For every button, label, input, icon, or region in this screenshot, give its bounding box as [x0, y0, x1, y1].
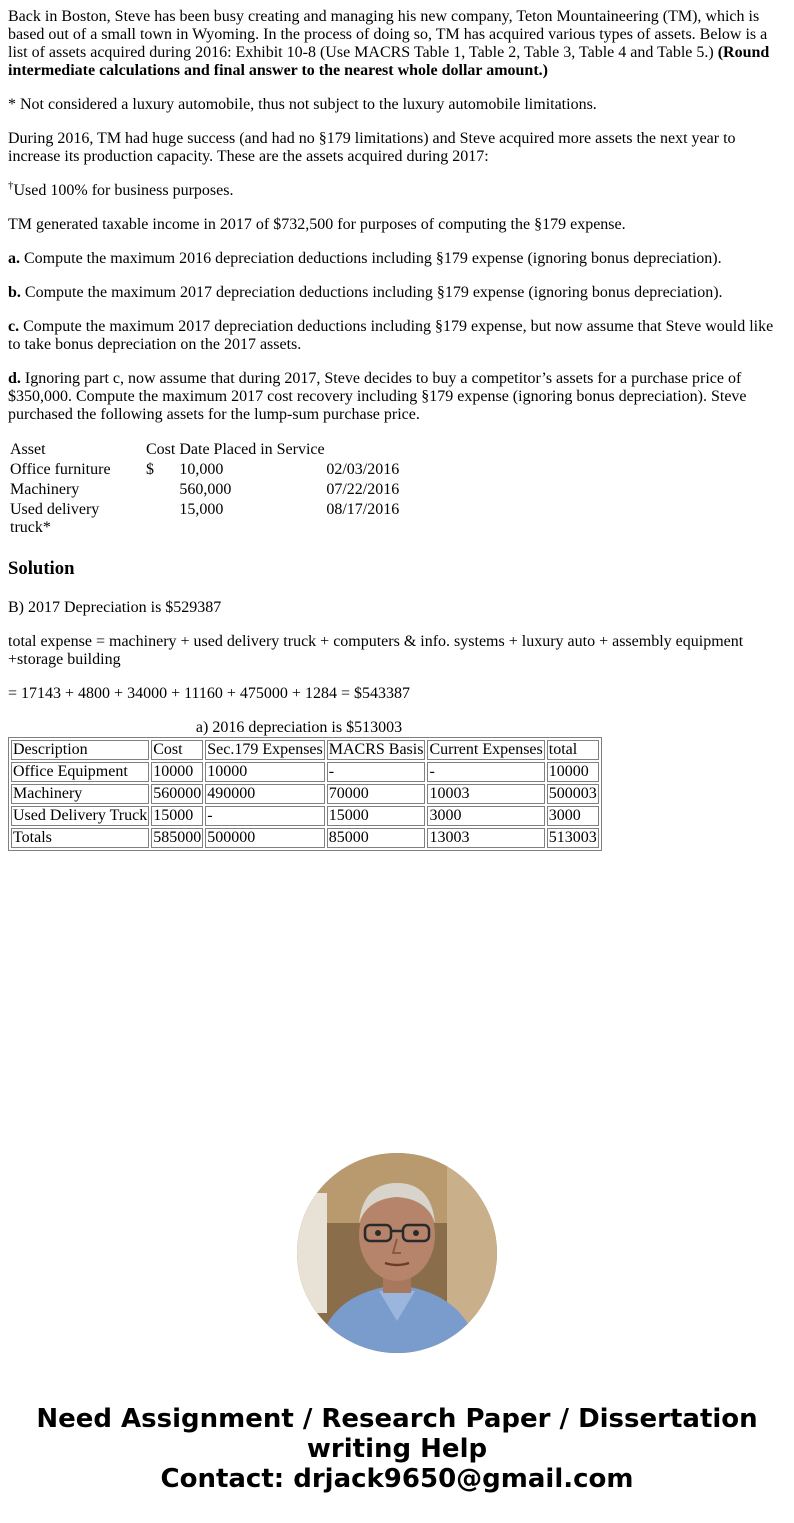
table-row: [11, 784, 599, 804]
table-cell: Totals: [11, 828, 149, 848]
table-row: [8, 460, 401, 480]
table-cell: 10000: [151, 762, 203, 782]
question-c-label: c.: [8, 318, 20, 335]
column-header: Cost: [151, 740, 203, 760]
question-b-text: Compute the maximum 2017 depreciation deductions including §179 expense (ignoring bonus depreciation).: [20, 284, 723, 301]
avatar: [297, 1153, 497, 1353]
solution-sum: = 17143 + 4800 + 34000 + 11160 + 475000 + 1284 = $543387: [8, 685, 410, 702]
asset-name: Office furniture: [10, 461, 111, 478]
document-body: [8, 8, 780, 851]
depreciation-table: [8, 737, 602, 851]
question-d-text: Ignoring part c, now assume that during 2017, Steve decides to buy a competitor’s assets for a purchase price of $350,000. Compute the maximum 2017 cost recovery including §179 expense (ignoring bonus depreciation). Steve purchased the following assets for the lump-sum purchase price.: [8, 370, 747, 423]
solution-heading: Solution: [8, 558, 75, 579]
rounding-instruction: (Round intermediate calculations and final answer to the nearest whole dollar amount.): [8, 44, 770, 79]
table-cell: -: [427, 762, 544, 782]
table-cell: 10000: [205, 762, 325, 782]
header-date: Date Placed in Service: [179, 441, 325, 458]
table-cell: 3000: [547, 806, 599, 826]
banner-line-1: Need Assignment / Research Paper / Dissertation: [36, 1404, 758, 1434]
table-cell: 10000: [547, 762, 599, 782]
question-b: [8, 284, 780, 302]
asset-cost: 15,000: [179, 501, 224, 518]
table-cell: 513003: [548, 829, 597, 846]
table-row: [11, 828, 599, 848]
column-header: Current Expenses: [429, 741, 543, 758]
table-cell: 500000: [205, 828, 325, 848]
column-header: Sec.179 Expenses: [207, 741, 323, 758]
column-header: total: [547, 740, 599, 760]
question-d: [8, 370, 780, 424]
intro-text: Back in Boston, Steve has been busy creating and managing his new company, Teton Mountaineering (TM), which is based out of a small town in Wyoming. In the process of doing so, TM has acquired various types of assets. Below is a list of assets acquired during 2016: Exhibit 10-8 (Use MACRS Table 1, Table 2, Table 3, Table 4 and Table 5.): [8, 8, 768, 61]
question-d-label: d.: [8, 370, 21, 387]
business-use-text: Used 100% for business purposes.: [13, 182, 234, 199]
table-cell: Used Delivery Truck: [13, 807, 148, 824]
question-a: [8, 250, 780, 268]
table-row: [11, 762, 599, 782]
table-row: [8, 500, 401, 538]
asset-dollar: [144, 480, 177, 500]
author-portrait-image: [297, 1153, 497, 1353]
question-a-text: Compute the maximum 2016 depreciation deductions including §179 expense (ignoring bonus depreciation).: [20, 250, 722, 267]
taxable-income-paragraph: TM generated taxable income in 2017 of $732,500 for purposes of computing the §179 expense.: [8, 216, 626, 233]
contact-banner: [0, 1404, 794, 1494]
solution-line-b: B) 2017 Depreciation is $529387: [8, 599, 222, 616]
banner-contact-email: Contact: drjack9650@gmail.com: [160, 1464, 634, 1494]
banner-line-2: writing Help: [306, 1434, 488, 1464]
asset-name: Machinery: [10, 481, 80, 498]
question-a-label: a.: [8, 250, 20, 267]
table-cell: 490000: [205, 784, 325, 804]
table-cell: 10003: [427, 784, 544, 804]
table-cell: 585000: [153, 829, 202, 846]
table-cell: -: [327, 762, 426, 782]
intro-paragraph: [8, 8, 780, 80]
table-cell: Machinery: [11, 784, 149, 804]
header-asset: Asset: [10, 441, 46, 458]
question-c: [8, 318, 780, 354]
column-header: MACRS Basis: [328, 741, 424, 758]
table-cell: 15000: [151, 806, 203, 826]
table-cell: -: [205, 806, 325, 826]
assets-2017-paragraph: During 2016, TM had huge success (and had no §179 limitations) and Steve acquired more assets the next year to increase its production capacity. These are the assets acquired during 2017:: [8, 130, 736, 165]
asset-table-header: [8, 440, 401, 460]
table-cell: 13003: [427, 828, 544, 848]
depreciation-table-header: [11, 740, 599, 760]
table-cell: 560000: [153, 785, 202, 802]
depreciation-table-body: [11, 740, 599, 848]
question-b-label: b.: [8, 284, 21, 301]
question-c-text: Compute the maximum 2017 depreciation deductions including §179 expense, but now assume that Steve would like to take bonus depreciation on the 2017 assets.: [8, 318, 774, 353]
asset-date: 02/03/2016: [326, 461, 400, 478]
table-cell: 85000: [327, 828, 426, 848]
asset-date: 08/17/2016: [326, 501, 400, 518]
header-cost: Cost: [146, 441, 176, 458]
column-header: Description: [11, 740, 149, 760]
asset-dollar: $: [146, 461, 154, 478]
asset-date: 07/22/2016: [326, 481, 400, 498]
asset-cost: 560,000: [179, 481, 232, 498]
asset-dollar: [144, 500, 177, 538]
table-cell: 500003: [548, 785, 597, 802]
dagger-mark: †: [8, 179, 14, 192]
table-cell: 15000: [327, 806, 426, 826]
table-cell: 3000: [427, 806, 544, 826]
table-row: [11, 806, 599, 826]
business-use-note: [8, 179, 780, 200]
depreciation-table-title: a) 2016 depreciation is $513003: [195, 719, 403, 736]
asset-table-2016: [8, 440, 401, 538]
table-row: [8, 480, 401, 500]
solution-formula: total expense = machinery + used delivery truck + computers & info. systems + luxury auto + assembly equipment +storage building: [8, 633, 744, 668]
table-cell: Office Equipment: [11, 762, 149, 782]
asset-name: Used delivery truck*: [10, 501, 100, 536]
asset-cost: 10,000: [179, 461, 224, 478]
table-cell: 70000: [327, 784, 426, 804]
luxury-note: * Not considered a luxury automobile, thus not subject to the luxury automobile limitations.: [8, 96, 597, 113]
